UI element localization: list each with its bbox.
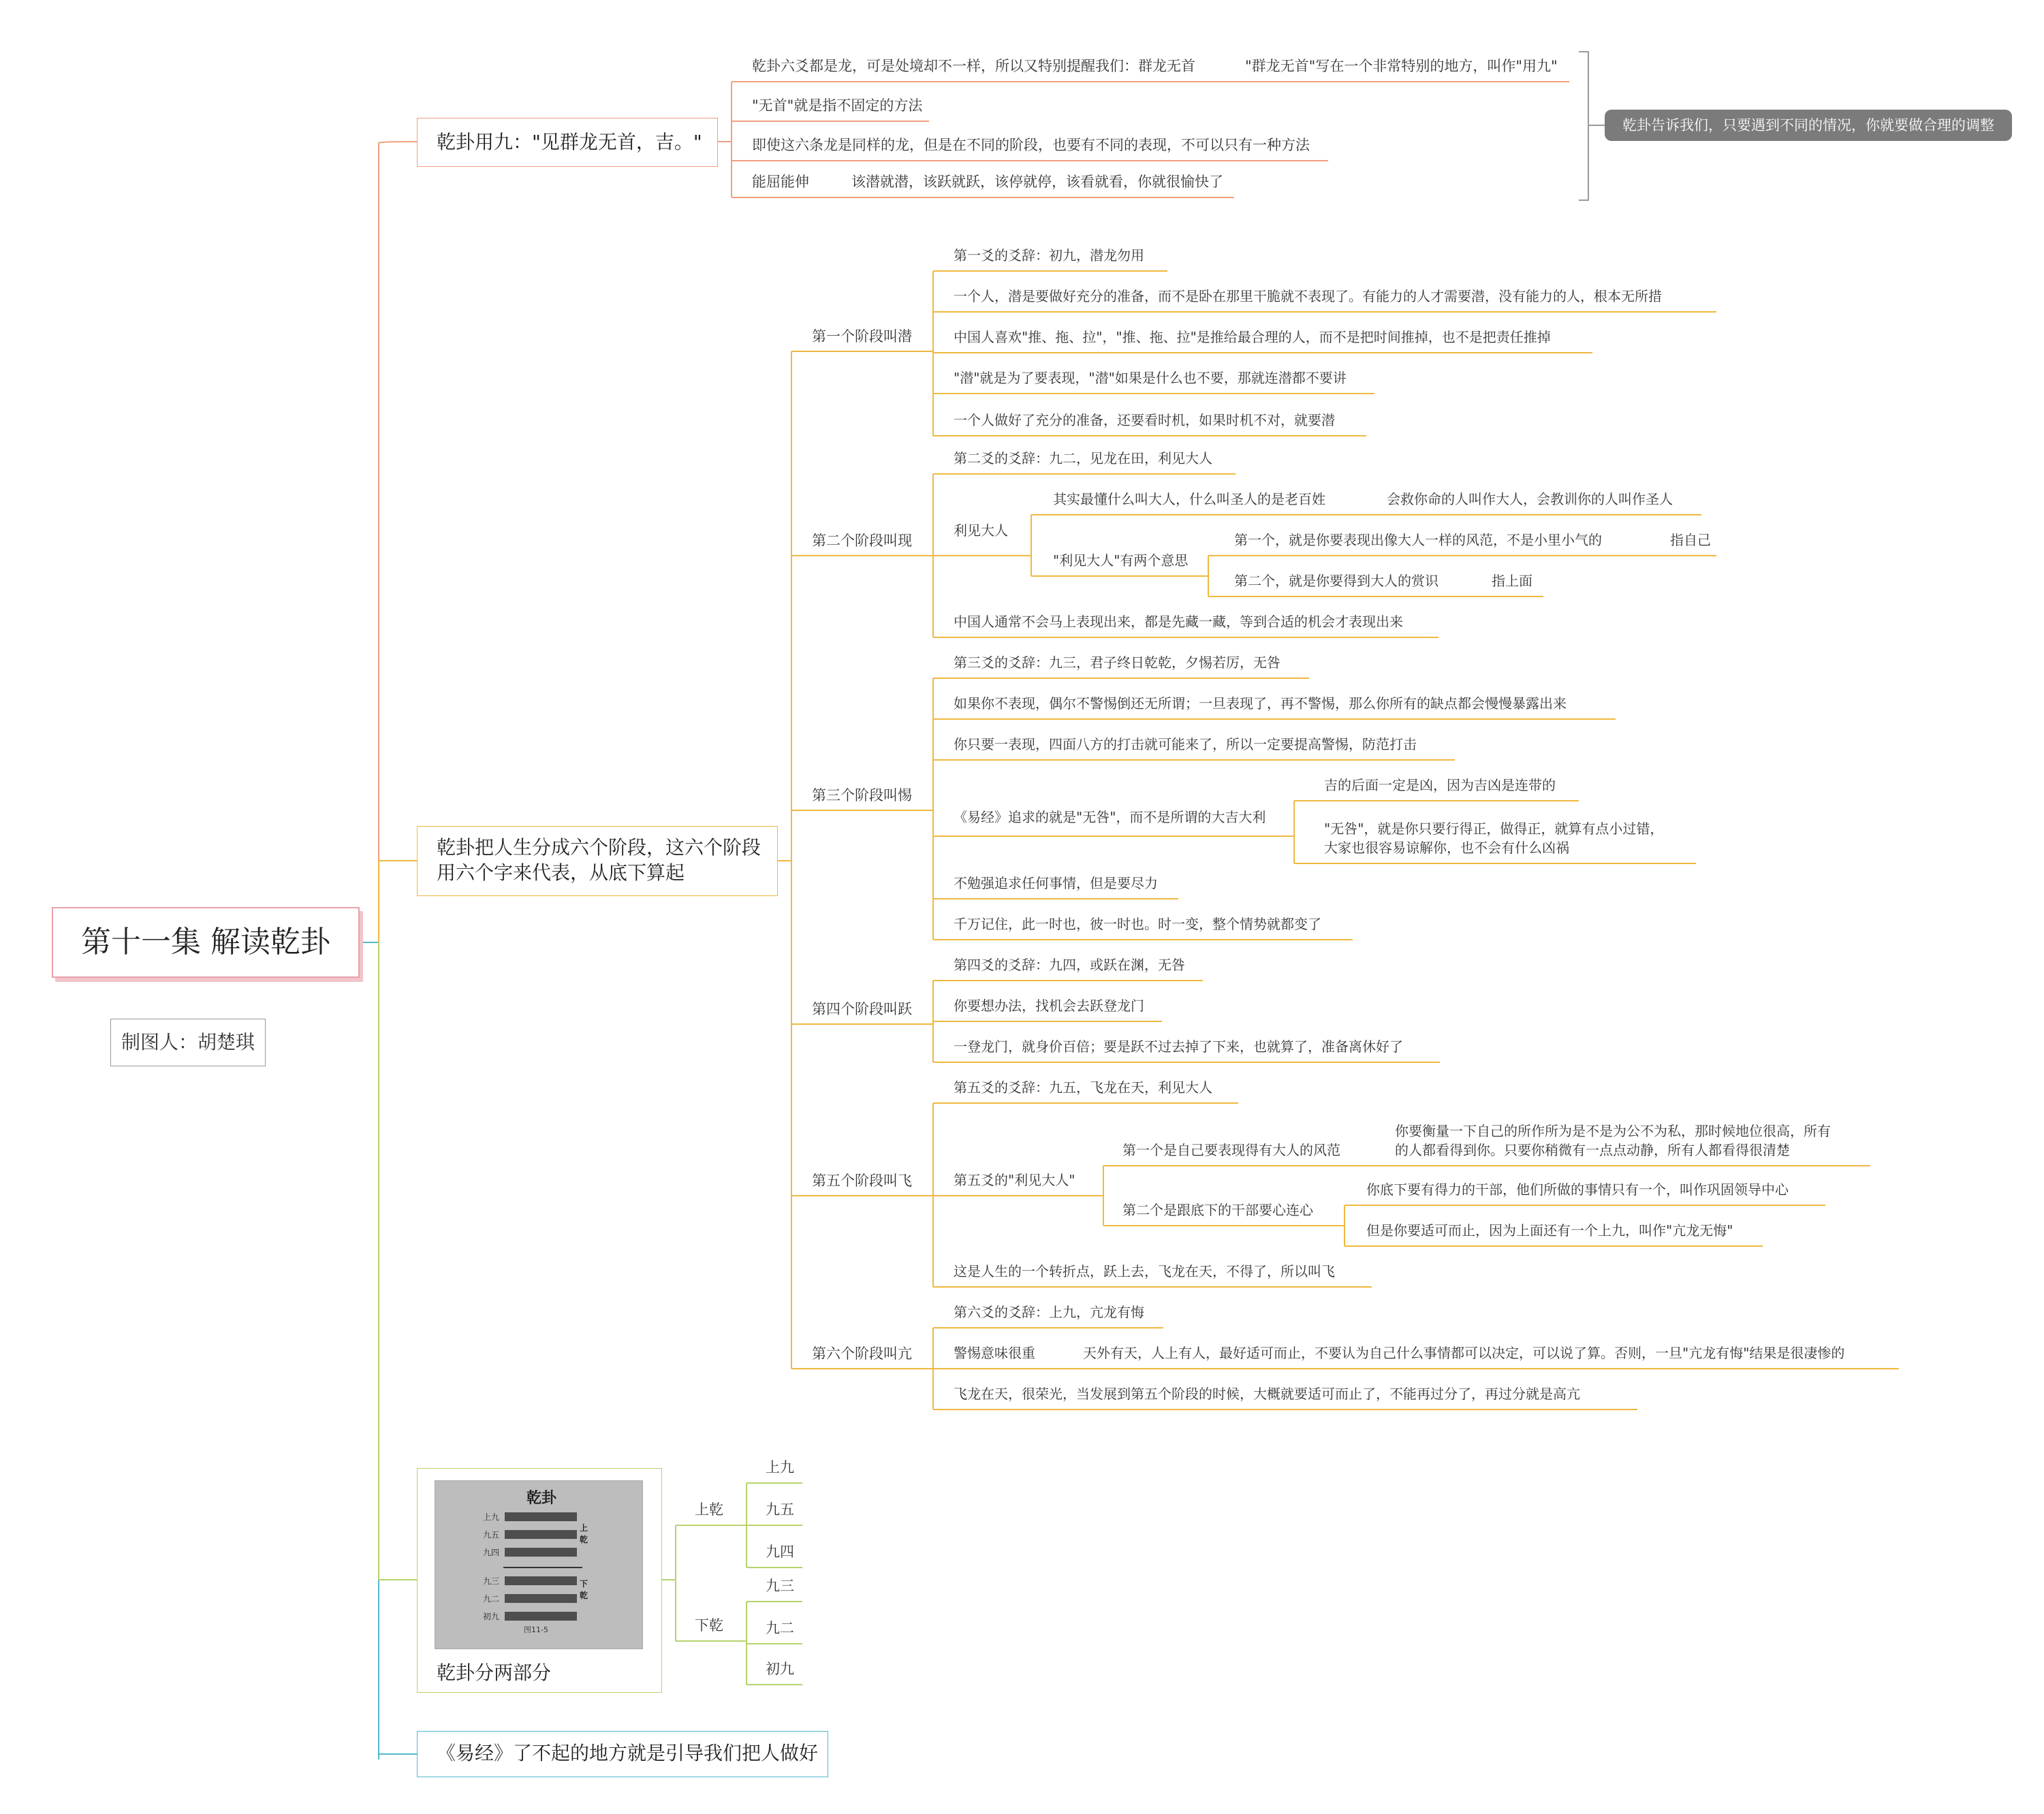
branch-six-stages-title-2: 用六个字来代表，从底下算起 <box>437 861 685 884</box>
stage-yue[interactable]: 第四个阶段叫跃 <box>812 1001 912 1017</box>
stage-ti[interactable]: 第三个阶段叫惕 <box>812 787 912 803</box>
node-s1-d[interactable]: "潜"就是为了要表现，"潜"如果是什么也不要，那就连潜都不要讲 <box>954 370 1347 386</box>
node-s2-li1b[interactable]: 会救你命的人叫作大人，会教训你的人叫作圣人 <box>1387 491 1673 507</box>
root-title: 第十一集 解读乾卦 <box>81 925 330 959</box>
figure-label-2: 九五 <box>483 1530 500 1540</box>
stage-xian[interactable]: 第二个阶段叫现 <box>812 532 912 549</box>
node-yao-jiusan[interactable]: 九三 <box>766 1578 794 1594</box>
node-yao-shangjiu[interactable]: 上九 <box>766 1459 794 1476</box>
node-yao-chujiu[interactable]: 初九 <box>766 1661 794 1677</box>
node-s4-c[interactable]: 一登龙门，就身价百倍；要是跃不过去掉了下来，也就算了，准备离休好了 <box>954 1038 1403 1055</box>
node-yao-jiuwu[interactable]: 九五 <box>766 1501 794 1518</box>
node-yao-jiuer[interactable]: 九二 <box>766 1620 794 1636</box>
node-s6-a[interactable]: 第六爻的爻辞：上九，亢龙有悔 <box>954 1304 1144 1320</box>
node-s2-li2a[interactable]: 第一个，就是你要表现出像大人一样的风范，不是小里小气的 <box>1234 532 1602 548</box>
figure-side-bottom: 下乾 <box>580 1579 588 1600</box>
node-s1-b[interactable]: 一个人，潜是要做好充分的准备，而不是卧在那里干脆就不表现了。有能力的人才需要潜，没有能力的人，根本无所措 <box>954 288 1662 304</box>
node-s2-c[interactable]: 中国人通常不会马上表现出来，都是先藏一藏，等到合适的机会才表现出来 <box>954 614 1403 630</box>
branch-conclusion[interactable] <box>417 1731 828 1777</box>
node-s3-b[interactable]: 如果你不表现，偶尔不警惕倒还无所谓；一旦表现了，再不警惕，那么你所有的缺点都会慢慢暴露出来 <box>954 695 1567 712</box>
node-s3-e[interactable]: 不勉强追求任何事情，但是要尽力 <box>954 875 1158 891</box>
node-s3-a[interactable]: 第三爻的爻辞：九三，君子终日乾乾，夕惕若厉，无咎 <box>954 654 1280 671</box>
node-qun-long[interactable]: 乾卦六爻都是龙，可是处境却不一样，所以又特别提醒我们：群龙无首 <box>752 58 1195 74</box>
figure-title: 乾卦 <box>526 1489 557 1507</box>
node-s5-li2[interactable]: 第二个是跟底下的干部要心连心 <box>1122 1202 1313 1218</box>
yang-line-3 <box>505 1548 577 1557</box>
node-s3-d1[interactable]: 吉的后面一定是凶，因为吉凶是连带的 <box>1324 777 1556 793</box>
branch-six-stages[interactable] <box>417 826 778 896</box>
author-note[interactable] <box>110 1019 266 1066</box>
node-s5-c[interactable]: 这是人生的一个转折点，跃上去，飞龙在天，不得了，所以叫飞 <box>954 1263 1335 1279</box>
node-qu-shen[interactable]: 能屈能伸 <box>752 174 809 190</box>
node-s6-b[interactable]: 警惕意味很重 <box>954 1345 1035 1361</box>
branch-conclusion-title: 《易经》了不起的地方就是引导我们把人做好 <box>437 1742 819 1764</box>
branch-two-parts-title: 乾卦分两部分 <box>437 1661 552 1684</box>
yang-line-5 <box>505 1594 577 1603</box>
node-s6-c[interactable]: 飞龙在天，很荣光，当发展到第五个阶段的时候，大概就要适可而止了，不能再过分了，再过分就是高亢 <box>954 1386 1580 1402</box>
node-s5-li1[interactable]: 第一个是自己要表现得有大人的风范 <box>1122 1142 1340 1158</box>
node-s2-lijian[interactable]: 利见大人 <box>954 522 1008 539</box>
node-s1-e[interactable]: 一个人做好了充分的准备，还要看时机，如果时机不对，就要潜 <box>954 412 1335 428</box>
yang-line-4 <box>505 1576 577 1585</box>
node-qu-shen-detail[interactable]: 该潜就潜，该跃就跃，该停就停，该看就看，你就很愉快了 <box>851 174 1223 190</box>
summary-callout[interactable]: 乾卦告诉我们，只要遇到不同的情况，你就要做合理的调整 <box>1605 110 2012 141</box>
node-s5-li1b[interactable]: 的人都看得到你。只要你稍微有一点点动静，所有人都看得很清楚 <box>1395 1142 1790 1158</box>
figure-label-3: 九四 <box>483 1548 500 1557</box>
figure-label-6: 初九 <box>483 1612 500 1621</box>
node-s5-lijian[interactable]: 第五爻的"利见大人" <box>954 1172 1075 1188</box>
node-s2-li1[interactable]: 其实最懂什么叫大人，什么叫圣人的是老百姓 <box>1053 491 1325 507</box>
figure-label-1: 上九 <box>483 1512 500 1522</box>
node-s3-d2a[interactable]: "无咎"，就是你只要行得正，做得正，就算有点小过错， <box>1324 821 1664 837</box>
node-s6-bb[interactable]: 天外有天，人上有人，最好适可而止，不要认为自己什么事情都可以决定，可以说了算。否则，一旦"亢龙有悔"结果是很凄惨的 <box>1083 1345 1845 1361</box>
yang-line-6 <box>505 1612 577 1621</box>
stage-kang[interactable]: 第六个阶段叫亢 <box>812 1346 912 1362</box>
figure-label-5: 九二 <box>483 1594 500 1604</box>
stage-fei[interactable]: 第五个阶段叫飞 <box>812 1173 912 1189</box>
figure-caption: 图11-5 <box>524 1625 548 1634</box>
node-yao-jiusi[interactable]: 九四 <box>766 1544 794 1560</box>
node-s5-li2a[interactable]: 你底下要有得力的干部，他们所做的事情只有一个，叫作巩固领导中心 <box>1366 1181 1789 1198</box>
root-topic[interactable] <box>52 907 360 978</box>
node-s2-li2bb[interactable]: 指上面 <box>1492 573 1532 589</box>
node-upper-qian[interactable]: 上乾 <box>695 1501 723 1518</box>
node-s3-c[interactable]: 你只要一表现，四面八方的打击就可能来了，所以一定要提高警惕，防范打击 <box>954 736 1417 752</box>
figure-side-top: 上乾 <box>580 1523 588 1544</box>
figure-label-4: 九三 <box>483 1576 500 1586</box>
node-s4-b[interactable]: 你要想办法，找机会去跃登龙门 <box>954 998 1144 1014</box>
qian-gua-figure <box>435 1480 643 1649</box>
node-s5-li2b[interactable]: 但是你要适可而止，因为上面还有一个上九，叫作"亢龙无悔" <box>1366 1222 1733 1239</box>
node-s2-a[interactable]: 第二爻的爻辞：九二，见龙在田，利见大人 <box>954 450 1212 466</box>
node-s1-a[interactable]: 第一爻的爻辞：初九，潜龙勿用 <box>954 247 1144 264</box>
branch-yongjiu-title: 乾卦用九："见群龙无首，吉。" <box>437 131 702 153</box>
yang-line-2 <box>505 1530 577 1539</box>
figure-divider <box>503 1567 582 1568</box>
branch-six-stages-title-1: 乾卦把人生分成六个阶段，这六个阶段 <box>437 836 761 859</box>
node-s1-c[interactable]: 中国人喜欢"推、拖、拉"，"推、拖、拉"是推给最合理的人，而不是把时间推掉，也不是把责任推掉 <box>954 329 1551 345</box>
node-s2-li2[interactable]: "利见大人"有两个意思 <box>1053 552 1189 569</box>
stage-qian[interactable]: 第一个阶段叫潜 <box>812 328 912 345</box>
node-s3-d2b[interactable]: 大家也很容易谅解你，也不会有什么凶祸 <box>1324 840 1569 856</box>
node-wushou[interactable]: "无首"就是指不固定的方法 <box>752 97 923 114</box>
node-s5-a[interactable]: 第五爻的爻辞：九五，飞龙在天，利见大人 <box>954 1079 1212 1096</box>
node-s3-d[interactable]: 《易经》追求的就是"无咎"，而不是所谓的大吉大利 <box>954 809 1266 825</box>
node-s5-li1a[interactable]: 你要衡量一下自己的所作所为是不是为公不为私，那时候地位很高，所有 <box>1395 1123 1831 1139</box>
node-s2-li2b[interactable]: 第二个，就是你要得到大人的赏识 <box>1234 573 1438 589</box>
node-s2-li2ab[interactable]: 指自己 <box>1670 532 1711 548</box>
node-lower-qian[interactable]: 下乾 <box>695 1617 723 1634</box>
node-yongjiu-place[interactable]: "群龙无首"写在一个非常特别的地方，叫作"用九" <box>1245 58 1558 74</box>
node-s4-a[interactable]: 第四爻的爻辞：九四，或跃在渊，无咎 <box>954 957 1185 973</box>
node-s3-f[interactable]: 千万记住，此一时也，彼一时也。时一变，整个情势就都变了 <box>954 916 1321 932</box>
yang-line-1 <box>505 1512 577 1521</box>
author-text: 制图人：胡楚琪 <box>121 1031 255 1053</box>
branch-yongjiu[interactable] <box>417 118 718 167</box>
node-six-dragons[interactable]: 即使这六条龙是同样的龙，但是在不同的阶段，也要有不同的表现，不可以只有一种方法 <box>752 137 1310 153</box>
